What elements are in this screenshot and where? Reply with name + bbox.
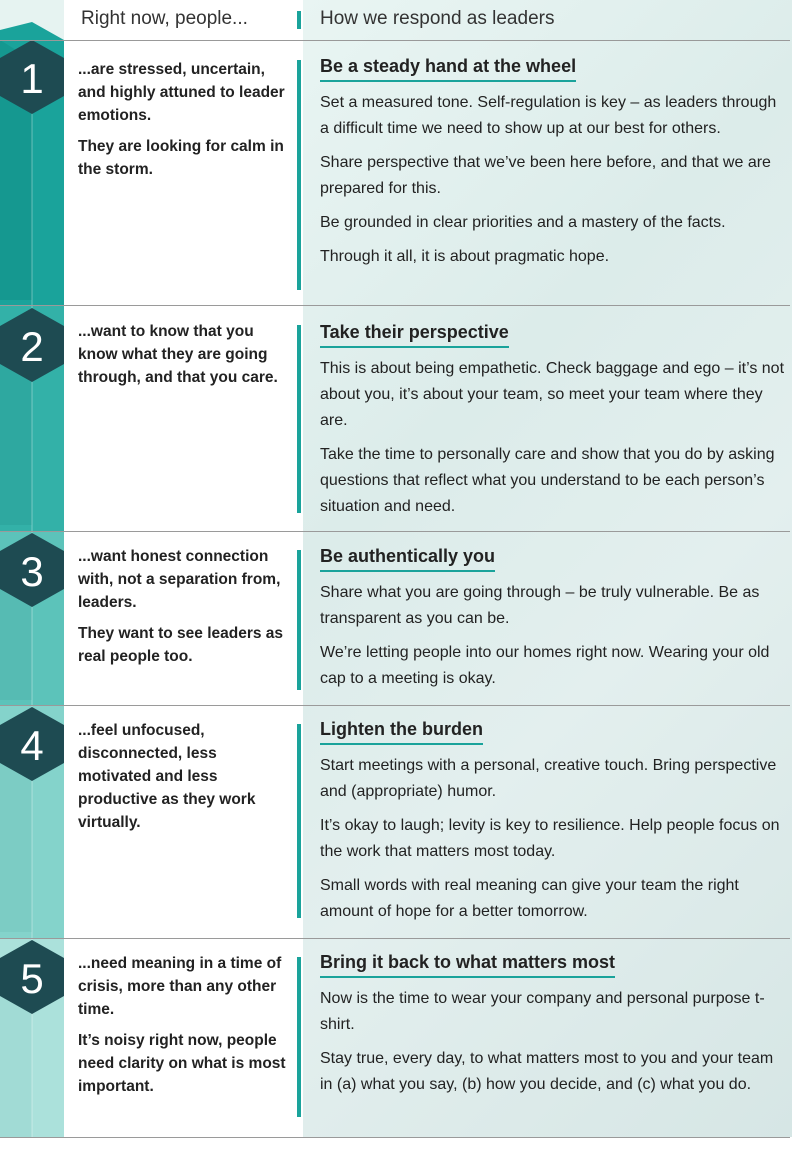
section-paragraph: This is about being empathetic. Check baggage and ego – it’s not about you, it’s about your team, so meet your team where they are. (320, 360, 785, 429)
section-accent-bar (297, 60, 301, 290)
people-text: ...want to know that you know what they are going through, and that you care. (78, 323, 278, 386)
section-accent-bar (297, 550, 301, 690)
section-paragraph: Set a measured tone. Self-regulation is key – as leaders through a difficult time we need to show up at our best for others. (320, 94, 777, 137)
section-paragraph: Now is the time to wear your company and personal purpose t-shirt. (320, 990, 765, 1033)
numbered-strip (0, 0, 64, 1137)
people-text: ...are stressed, uncertain, and highly attuned to leader emotions. (78, 61, 285, 124)
section-title: Take their perspective (320, 322, 509, 348)
people-text: ...need meaning in a time of crisis, more than any other time. (78, 955, 282, 1018)
response-section-3 (320, 546, 785, 700)
section-paragraph: Share perspective that we’ve been here before, and that we are prepared for this. (320, 154, 771, 197)
section-paragraph: Start meetings with a personal, creative touch. Bring perspective and (appropriate) humor. (320, 757, 777, 800)
section-title: Be authentically you (320, 546, 495, 572)
response-section-5 (320, 952, 785, 1106)
section-paragraph: Take the time to personally care and show that you do by asking questions that reflect what you understand to be each person’s situation and need. (320, 446, 775, 515)
header-divider (0, 40, 790, 41)
left-column-header: Right now, people... (81, 8, 248, 29)
people-text: They are looking for calm in the storm. (78, 138, 284, 178)
section-accent-bar (297, 957, 301, 1117)
row-number-5: 5 (20, 955, 44, 1002)
section-paragraph: We’re letting people into our homes right now. Wearing your old cap to a meeting is okay. (320, 644, 770, 687)
section-paragraph: Share what you are going through – be truly vulnerable. Be as transparent as you can be. (320, 584, 760, 627)
section-paragraph: It’s okay to laugh; levity is key to resilience. Help people focus on the work that matters most today. (320, 817, 780, 860)
row-divider (0, 705, 790, 706)
section-accent-bar (297, 724, 301, 918)
row-number-2: 2 (20, 323, 44, 370)
row-divider (0, 938, 790, 939)
section-title: Lighten the burden (320, 719, 483, 745)
response-section-1 (320, 56, 785, 278)
section-title: Bring it back to what matters most (320, 952, 615, 978)
right-column-header: How we respond as leaders (320, 8, 555, 29)
response-section-2 (320, 322, 785, 528)
people-state-4 (78, 719, 293, 842)
section-paragraph: Be grounded in clear priorities and a mastery of the facts. (320, 214, 726, 231)
section-title: Be a steady hand at the wheel (320, 56, 576, 82)
response-section-4 (320, 719, 785, 933)
section-paragraph: Small words with real meaning can give your team the right amount of hope for a better tomorrow. (320, 877, 739, 920)
people-state-2 (78, 320, 293, 397)
header-accent-bar (297, 11, 301, 29)
row-number-1: 1 (20, 55, 44, 102)
people-text: ...feel unfocused, disconnected, less motivated and less productive as they work virtually. (78, 722, 256, 831)
row-divider (0, 305, 790, 306)
section-accent-bar (297, 325, 301, 513)
people-state-1 (78, 58, 293, 189)
section-paragraph: Through it all, it is about pragmatic hope. (320, 248, 610, 265)
section-paragraph: Stay true, every day, to what matters most to you and your team in (a) what you say, (b) how you decide, and (c) what you do. (320, 1050, 774, 1093)
people-text: They want to see leaders as real people too. (78, 625, 284, 665)
people-text: ...want honest connection with, not a separation from, leaders. (78, 548, 281, 611)
people-state-3 (78, 545, 293, 676)
row-number-3: 3 (20, 548, 44, 595)
row-divider (0, 531, 790, 532)
row-number-4: 4 (20, 722, 44, 769)
people-state-5 (78, 952, 293, 1106)
bottom-divider (0, 1137, 790, 1138)
people-text: It’s noisy right now, people need clarity on what is most important. (78, 1032, 286, 1095)
